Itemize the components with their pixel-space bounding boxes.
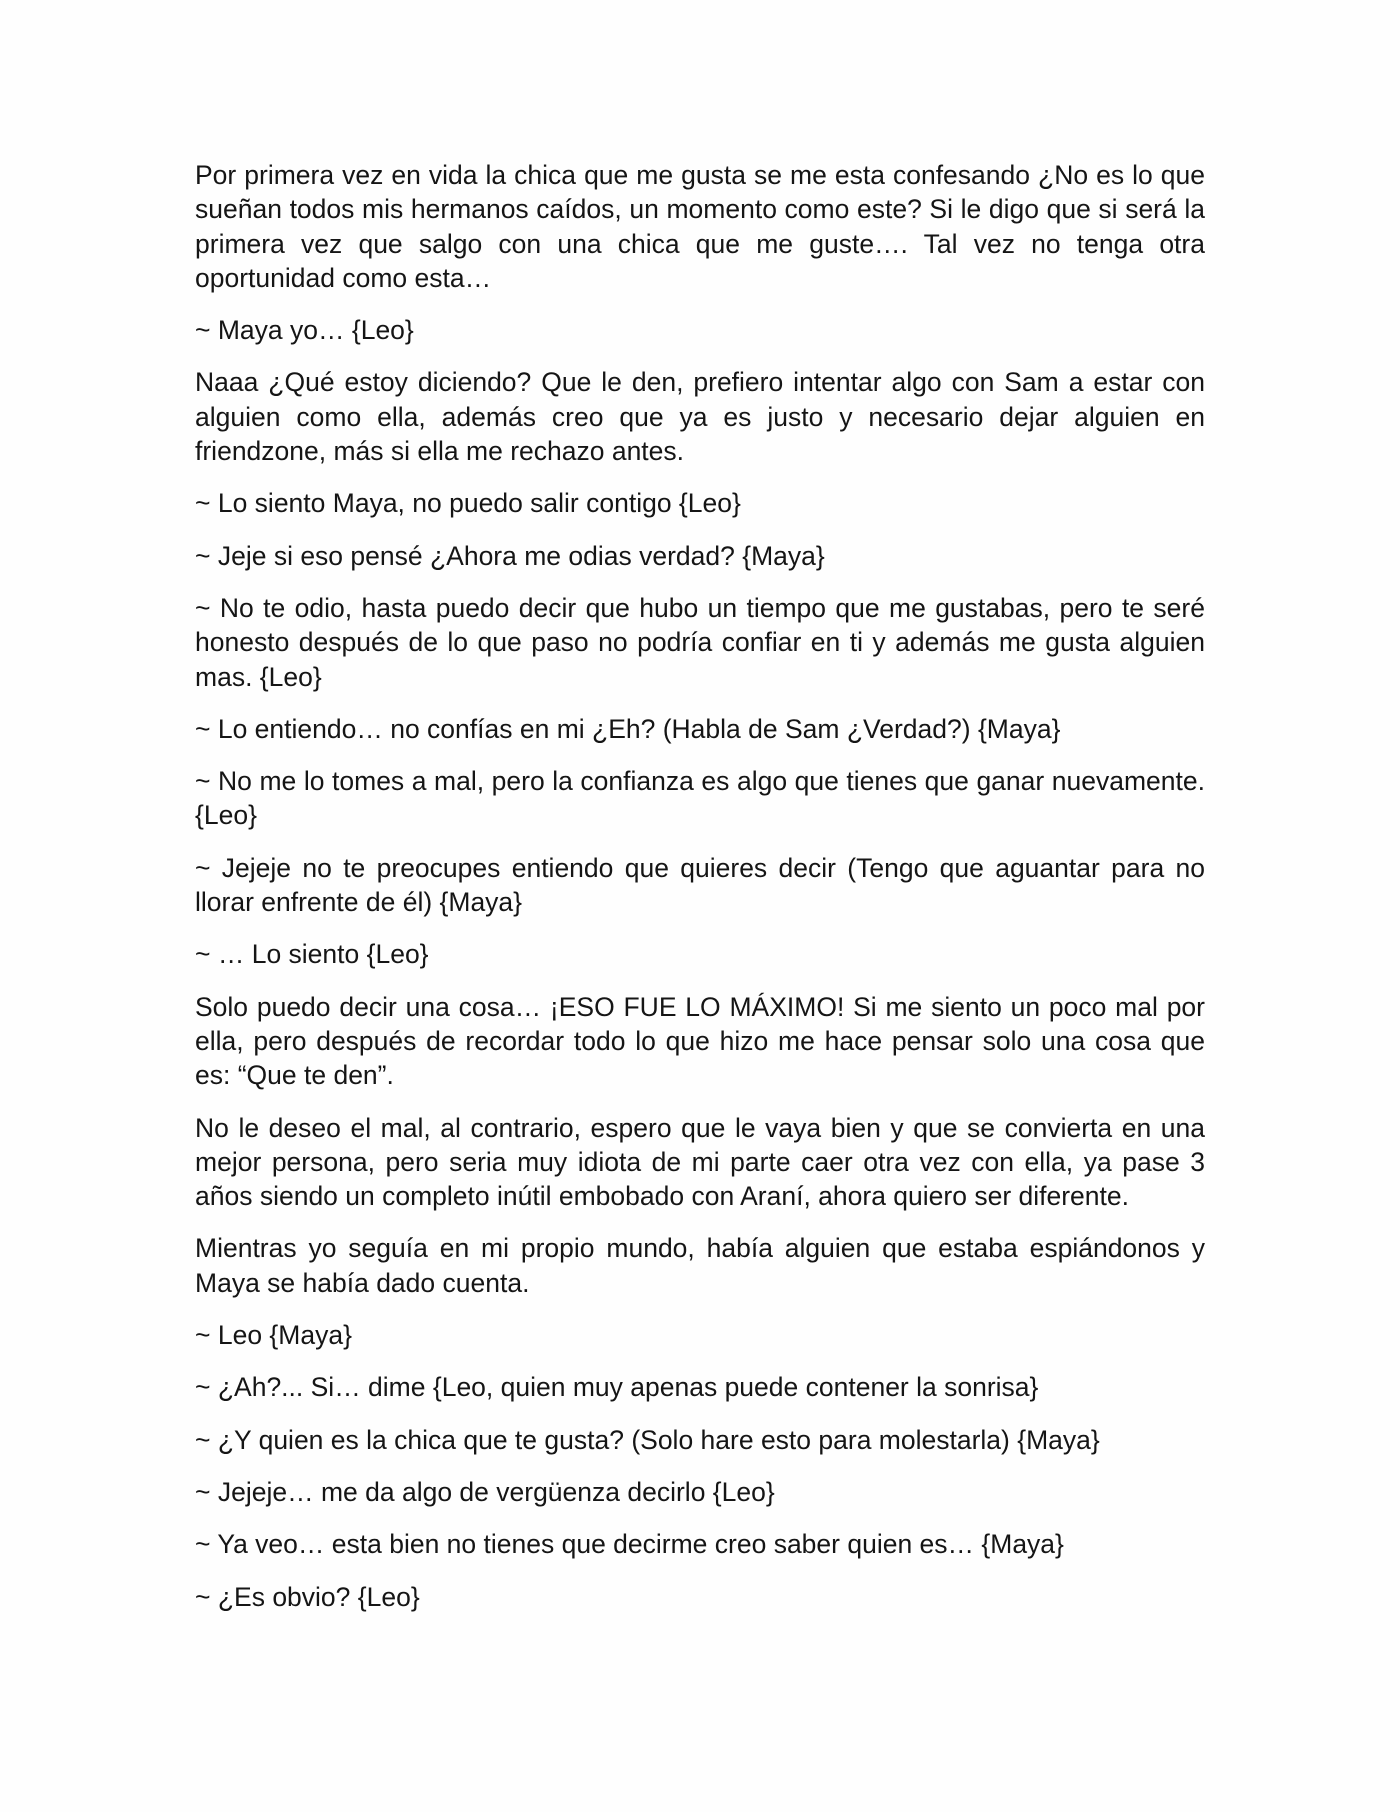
narration-paragraph: Solo puedo decir una cosa… ¡ESO FUE LO MÁXIMO! Si me siento un poco mal por ella, pero después de recordar todo lo que hizo me hace pensar solo una cosa que es: “Que te den”. xyxy=(195,991,1205,1091)
narration-paragraph: No le deseo el mal, al contrario, espero que le vaya bien y que se convierta en una mejor persona, pero seria muy idiota de mi parte caer otra vez con ella, ya pase 3 años siendo un completo inútil embobado con Araní, ahora quiero ser diferente. xyxy=(195,1112,1205,1212)
document-body xyxy=(195,158,1205,1632)
narration-paragraph: Mientras yo seguía en mi propio mundo, había alguien que estaba espiándonos y Maya se había dado cuenta. xyxy=(195,1233,1205,1298)
dialogue-line: ~ ¿Es obvio? {Leo} xyxy=(195,1581,420,1612)
dialogue-line: ~ Jejeje no te preocupes entiendo que quieres decir (Tengo que aguantar para no llorar enfrente de él) {Maya} xyxy=(195,852,1205,918)
dialogue-line: ~ Jejeje… me da algo de vergüenza decirlo {Leo} xyxy=(195,1476,775,1507)
dialogue-line: ~ … Lo siento {Leo} xyxy=(195,939,429,970)
dialogue-line: ~ Lo entiendo… no confías en mi ¿Eh? (Habla de Sam ¿Verdad?) {Maya} xyxy=(195,713,1061,744)
narration-paragraph: Naaa ¿Qué estoy diciendo? Que le den, prefiero intentar algo con Sam a estar con alguien como ella, además creo que ya es justo y necesario dejar alguien en friendzone, más si ella me rechazo antes. xyxy=(195,367,1205,467)
narration-paragraph: Por primera vez en vida la chica que me gusta se me esta confesando ¿No es lo que sueñan todos mis hermanos caídos, un momento como este? Si le digo que si será la primera vez que salgo con una chica que me guste…. Tal vez no tenga otra oportunidad como esta… xyxy=(195,160,1205,293)
dialogue-line: ~ Leo {Maya} xyxy=(195,1320,352,1351)
dialogue-line: ~ Maya yo… {Leo} xyxy=(195,315,414,346)
dialogue-line: ~ ¿Y quien es la chica que te gusta? (Solo hare esto para molestarla) {Maya} xyxy=(195,1424,1100,1455)
dialogue-line: ~ No te odio, hasta puedo decir que hubo un tiempo que me gustabas, pero te seré honesto después de lo que paso no podría confiar en ti y además me gusta alguien mas. {Leo} xyxy=(195,592,1205,692)
dialogue-line: ~ ¿Ah?... Si… dime {Leo, quien muy apenas puede contener la sonrisa} xyxy=(195,1372,1039,1403)
dialogue-line: ~ Jeje si eso pensé ¿Ahora me odias verdad? {Maya} xyxy=(195,540,825,571)
dialogue-line: ~ Lo siento Maya, no puedo salir contigo {Leo} xyxy=(195,488,741,519)
dialogue-line: ~ Ya veo… esta bien no tienes que decirme creo saber quien es… {Maya} xyxy=(195,1529,1064,1560)
dialogue-line: ~ No me lo tomes a mal, pero la confianza es algo que tienes que ganar nuevamente. {Leo} xyxy=(195,766,1205,831)
